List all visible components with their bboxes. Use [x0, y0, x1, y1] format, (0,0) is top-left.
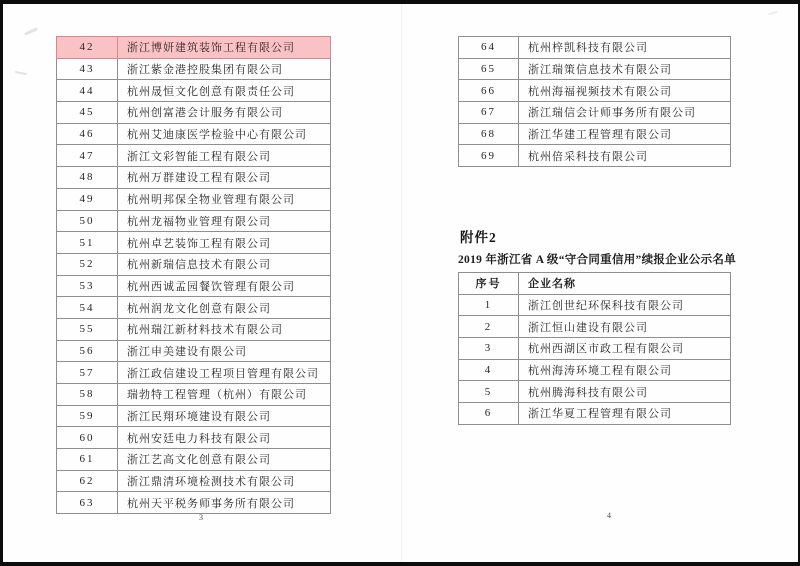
company-name-cell: 浙江申美建设有限公司: [118, 340, 331, 362]
scan-smudge: [15, 71, 27, 75]
company-name-cell: 浙江华建工程管理有限公司: [519, 123, 731, 145]
company-name-cell: 杭州海福视频技术有限公司: [519, 80, 731, 102]
company-row: [459, 338, 731, 360]
company-name-cell: 杭州晟恒文化创意有限责任公司: [118, 80, 331, 102]
serial-number-cell: 66: [459, 80, 519, 102]
company-row: [459, 123, 731, 145]
serial-number-cell: 56: [57, 340, 118, 362]
company-name-cell: 杭州新瑞信息技术有限公司: [118, 253, 331, 275]
scan-edge-bottom: [0, 562, 800, 566]
company-row: [459, 381, 731, 403]
serial-number-cell: 52: [57, 253, 118, 275]
company-name-cell: 杭州润龙文化创意有限公司: [118, 297, 331, 319]
company-row: [459, 145, 731, 167]
company-row: [57, 427, 331, 449]
company-row: [57, 188, 331, 210]
company-name-cell: 浙江艺高文化创意有限公司: [118, 449, 331, 471]
attachment-2-table: [458, 272, 731, 425]
company-name-cell: 杭州腾海科技有限公司: [519, 381, 731, 403]
serial-number-cell: 54: [57, 297, 118, 319]
serial-number-cell: 57: [57, 362, 118, 384]
serial-number-cell: 43: [57, 58, 118, 80]
serial-number-cell: 48: [57, 167, 118, 189]
company-row: [57, 275, 331, 297]
company-name-cell: 瑞勃特工程管理（杭州）有限公司: [118, 384, 331, 406]
company-row: [57, 470, 331, 492]
serial-number-cell: 49: [57, 188, 118, 210]
attachment-2-subtitle: 2019 年浙江省 A 级“守合同重信用”续报企业公示名单: [458, 254, 736, 266]
company-row: [57, 232, 331, 254]
serial-number-cell: 46: [57, 123, 118, 145]
company-name-cell: 浙江恒山建设有限公司: [519, 316, 731, 338]
company-name-cell: 杭州西湖区市政工程有限公司: [519, 338, 731, 360]
company-name-cell: 杭州天平税务师事务所有限公司: [118, 492, 331, 514]
company-row: [57, 449, 331, 471]
company-name-cell: 杭州安廷电力科技有限公司: [118, 427, 331, 449]
company-name-cell: 浙江华夏工程管理有限公司: [519, 403, 731, 425]
serial-number-cell: 5: [459, 381, 519, 403]
company-name-cell: 杭州瑞江新材料技术有限公司: [118, 318, 331, 340]
serial-number-cell: 55: [57, 318, 118, 340]
company-name-cell: 浙江瑞策信息技术有限公司: [519, 58, 731, 80]
company-name-cell: 杭州万群建设工程有限公司: [118, 167, 331, 189]
company-row: [57, 340, 331, 362]
company-name-cell: 杭州卓艺装饰工程有限公司: [118, 232, 331, 254]
company-row: [57, 384, 331, 406]
serial-number-cell: 59: [57, 405, 118, 427]
company-name-cell: 浙江紫金港控股集团有限公司: [118, 58, 331, 80]
company-name-cell: 浙江创世纪环保科技有限公司: [519, 294, 731, 316]
company-row: [57, 58, 331, 80]
company-row: [459, 403, 731, 425]
scan-smudge: [768, 11, 778, 16]
company-name-cell: 浙江博妍建筑装饰工程有限公司: [118, 37, 331, 59]
serial-number-cell: 6: [459, 403, 519, 425]
company-name-cell: 杭州梓凯科技有限公司: [519, 37, 731, 59]
attachment-header-row: [459, 273, 731, 295]
serial-number-cell: 64: [459, 37, 519, 59]
company-name-cell: 杭州西诚孟园餐饮管理有限公司: [118, 275, 331, 297]
company-row: [57, 123, 331, 145]
serial-number-cell: 61: [57, 449, 118, 471]
company-name-cell: 浙江瑞信会计师事务所有限公司: [519, 102, 731, 124]
company-name-cell: 浙江鼎清环境检测技术有限公司: [118, 470, 331, 492]
serial-number-cell: 50: [57, 210, 118, 232]
company-row: [57, 145, 331, 167]
scan-smudge: [24, 27, 38, 36]
serial-number-cell: 45: [57, 102, 118, 124]
company-row: [57, 167, 331, 189]
page-divider: [401, 4, 402, 562]
company-row: [57, 80, 331, 102]
serial-number-cell: 58: [57, 384, 118, 406]
company-row: [459, 294, 731, 316]
serial-number-cell: 42: [57, 37, 118, 59]
company-row: [459, 80, 731, 102]
company-name-cell: 浙江政信建设工程项目管理有限公司: [118, 362, 331, 384]
company-name-cell: 杭州倍采科技有限公司: [519, 145, 731, 167]
company-row: [57, 253, 331, 275]
serial-number-cell: 63: [57, 492, 118, 514]
company-row: [57, 318, 331, 340]
company-row: [459, 58, 731, 80]
scan-edge-top: [0, 0, 800, 4]
company-row: [57, 210, 331, 232]
company-row: [57, 405, 331, 427]
serial-number-cell: 62: [57, 470, 118, 492]
company-row: [57, 297, 331, 319]
page-number-right: 4: [607, 511, 611, 520]
attachment-2-title: 附件2: [460, 230, 497, 245]
company-name-cell: 杭州海涛环境工程有限公司: [519, 359, 731, 381]
header-company-name: 企业名称: [519, 273, 731, 295]
serial-number-cell: 47: [57, 145, 118, 167]
company-name-cell: 浙江民翔环境建设有限公司: [118, 405, 331, 427]
company-name-cell: 杭州明邦保全物业管理有限公司: [118, 188, 331, 210]
scan-edge-left: [0, 0, 3, 566]
company-row: [459, 37, 731, 59]
serial-number-cell: 4: [459, 359, 519, 381]
serial-number-cell: 67: [459, 102, 519, 124]
serial-number-cell: 51: [57, 232, 118, 254]
serial-number-cell: 3: [459, 338, 519, 360]
company-row: [57, 362, 331, 384]
serial-number-cell: 53: [57, 275, 118, 297]
serial-number-cell: 68: [459, 123, 519, 145]
serial-number-cell: 65: [459, 58, 519, 80]
company-name-cell: 杭州创富港会计服务有限公司: [118, 102, 331, 124]
company-row: [459, 316, 731, 338]
company-row: [57, 492, 331, 514]
company-row-highlighted: [57, 37, 331, 59]
company-name-cell: 杭州艾迪康医学检验中心有限公司: [118, 123, 331, 145]
serial-number-cell: 2: [459, 316, 519, 338]
company-name-cell: 浙江文彩智能工程有限公司: [118, 145, 331, 167]
company-row: [459, 359, 731, 381]
serial-number-cell: 69: [459, 145, 519, 167]
company-table-42-63: [56, 36, 331, 514]
company-table-64-69: [458, 36, 731, 167]
serial-number-cell: 44: [57, 80, 118, 102]
company-row: [459, 102, 731, 124]
page-number-left: 3: [199, 513, 203, 522]
header-serial-number: 序号: [459, 273, 519, 295]
company-name-cell: 杭州龙福物业管理有限公司: [118, 210, 331, 232]
serial-number-cell: 60: [57, 427, 118, 449]
serial-number-cell: 1: [459, 294, 519, 316]
company-row: [57, 102, 331, 124]
